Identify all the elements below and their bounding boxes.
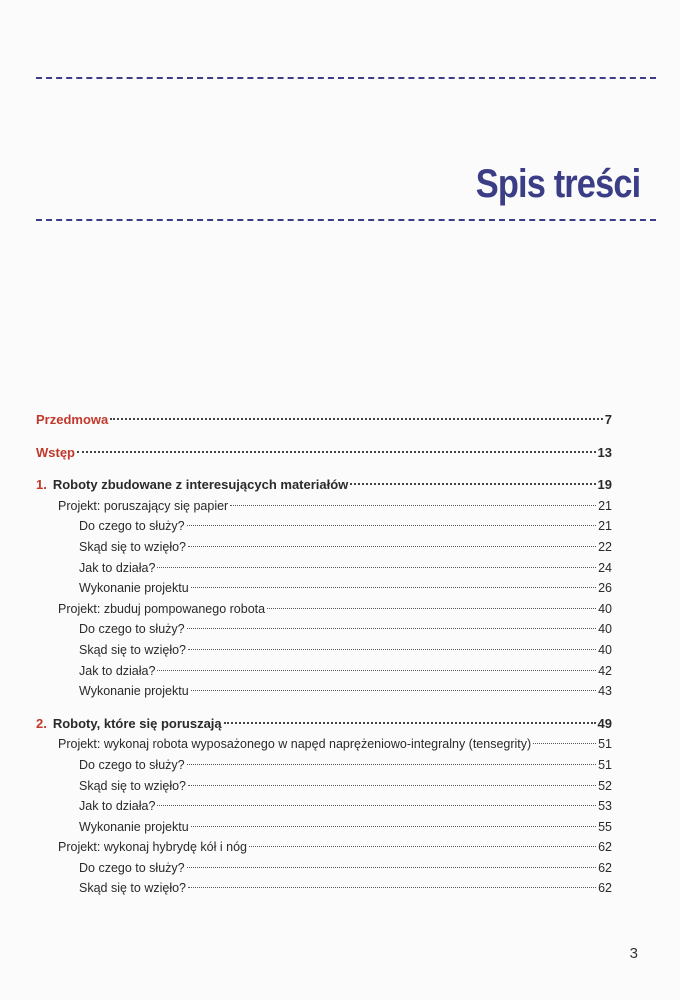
toc-entry-page: 22 bbox=[598, 539, 612, 554]
toc-entry-page: 19 bbox=[597, 477, 612, 493]
dot-leader bbox=[77, 451, 596, 453]
toc-entry-page: 62 bbox=[598, 840, 612, 855]
toc-entry-front bbox=[36, 443, 612, 464]
toc-entry-page: 13 bbox=[597, 444, 612, 460]
toc-entry-section bbox=[36, 796, 612, 817]
chapter-number: 1. bbox=[36, 477, 47, 493]
toc-entry-section bbox=[36, 878, 612, 899]
toc-spacer bbox=[36, 431, 612, 443]
toc-entry-label: Skąd się to wzięło? bbox=[79, 539, 187, 554]
toc-entry-section bbox=[36, 681, 612, 702]
toc-entry-page: 21 bbox=[598, 519, 612, 534]
toc-entry-page: 42 bbox=[598, 663, 612, 678]
toc-entry-section bbox=[36, 578, 612, 599]
toc-entry-label: Do czego to służy? bbox=[79, 622, 185, 637]
toc-entry-section bbox=[36, 776, 612, 797]
dot-leader bbox=[249, 846, 596, 847]
toc-entry-chapter bbox=[36, 714, 612, 735]
dot-leader bbox=[187, 867, 596, 868]
toc-entry-page: 62 bbox=[598, 860, 612, 875]
top-dashed-rule bbox=[36, 77, 656, 79]
toc-entry-label: Wykonanie projektu bbox=[79, 819, 189, 834]
dot-leader bbox=[187, 525, 596, 526]
toc-entry-section bbox=[36, 640, 612, 661]
toc-entry-label: Projekt: poruszający się papier bbox=[58, 498, 229, 513]
dot-leader bbox=[157, 670, 596, 671]
toc-entry-section bbox=[36, 537, 612, 558]
toc-entry-page: 51 bbox=[598, 737, 612, 752]
toc-entry-page: 40 bbox=[598, 601, 612, 616]
toc-entry-project bbox=[36, 734, 612, 755]
toc-entry-label: Wykonanie projektu bbox=[79, 581, 189, 596]
dot-leader bbox=[188, 649, 596, 650]
toc-entry-label: Do czego to służy? bbox=[79, 519, 185, 534]
toc-entry-page: 53 bbox=[598, 799, 612, 814]
toc-entry-page: 7 bbox=[604, 412, 612, 427]
toc-entry-label: Do czego to służy? bbox=[79, 757, 185, 772]
toc-entry-label: Roboty, które się poruszają bbox=[52, 715, 222, 731]
toc-entry-chapter bbox=[36, 475, 612, 496]
bottom-dashed-rule bbox=[36, 219, 656, 221]
dot-leader bbox=[188, 546, 596, 547]
dot-leader bbox=[187, 764, 596, 765]
toc-entry-page: 26 bbox=[598, 581, 612, 596]
toc-entry-page: 55 bbox=[598, 819, 612, 834]
toc-entry-section bbox=[36, 755, 612, 776]
page-title: Spis treści bbox=[475, 162, 640, 206]
toc-entry-section bbox=[36, 661, 612, 682]
toc-entry-label: Skąd się to wzięło? bbox=[79, 642, 187, 657]
toc-entry-label: Projekt: wykonaj robota wyposażonego w napęd naprężeniowo-integralny (tensegrity) bbox=[58, 737, 532, 752]
toc-entry-page: 49 bbox=[597, 715, 612, 731]
toc-entry-label: Projekt: zbuduj pompowanego robota bbox=[58, 601, 266, 616]
toc-entry-label: Projekt: wykonaj hybrydę kół i nóg bbox=[58, 840, 247, 855]
toc-entry-page: 51 bbox=[598, 757, 612, 772]
toc-entry-section bbox=[36, 619, 612, 640]
toc-entry-label: Skąd się to wzięło? bbox=[79, 778, 187, 793]
toc-entry-section bbox=[36, 817, 612, 838]
dot-leader bbox=[110, 418, 603, 420]
dot-leader bbox=[191, 826, 596, 827]
toc-entry-label: Roboty zbudowane z interesujących materiałów bbox=[52, 477, 349, 493]
toc-entry-label: Wykonanie projektu bbox=[79, 684, 189, 699]
toc-entry-label: Jak to działa? bbox=[79, 663, 156, 678]
dot-leader bbox=[188, 887, 596, 888]
dot-leader bbox=[533, 743, 596, 744]
toc-spacer bbox=[36, 702, 612, 714]
toc-entry-project bbox=[36, 496, 612, 517]
toc-entry-page: 21 bbox=[598, 498, 612, 513]
toc-entry-section bbox=[36, 858, 612, 879]
toc-entry-section bbox=[36, 516, 612, 537]
toc-entry-page: 43 bbox=[598, 684, 612, 699]
toc-entry-label: Jak to działa? bbox=[79, 560, 156, 575]
dot-leader bbox=[188, 785, 596, 786]
toc-entry-label: Wstęp bbox=[36, 444, 75, 460]
toc-entry-label: Jak to działa? bbox=[79, 799, 156, 814]
toc-entry-front bbox=[36, 410, 612, 431]
toc-entry-project bbox=[36, 837, 612, 858]
dot-leader bbox=[224, 722, 596, 724]
toc-entry-project bbox=[36, 599, 612, 620]
dot-leader bbox=[187, 628, 596, 629]
table-of-contents bbox=[36, 410, 612, 899]
dot-leader bbox=[157, 567, 596, 568]
toc-entry-page: 52 bbox=[598, 778, 612, 793]
dot-leader bbox=[267, 608, 596, 609]
dot-leader bbox=[191, 690, 596, 691]
toc-entry-page: 40 bbox=[598, 622, 612, 637]
dot-leader bbox=[157, 805, 596, 806]
dot-leader bbox=[191, 587, 596, 588]
toc-spacer bbox=[36, 463, 612, 475]
toc-entry-label: Przedmowa bbox=[36, 412, 109, 427]
toc-entry-page: 62 bbox=[598, 881, 612, 896]
toc-entry-page: 40 bbox=[598, 642, 612, 657]
toc-entry-section bbox=[36, 558, 612, 579]
page-number: 3 bbox=[629, 945, 638, 962]
toc-entry-label: Do czego to służy? bbox=[79, 860, 185, 875]
toc-entry-page: 24 bbox=[598, 560, 612, 575]
toc-entry-label: Skąd się to wzięło? bbox=[79, 881, 187, 896]
dot-leader bbox=[350, 483, 595, 485]
chapter-number: 2. bbox=[36, 715, 47, 731]
dot-leader bbox=[230, 505, 596, 506]
